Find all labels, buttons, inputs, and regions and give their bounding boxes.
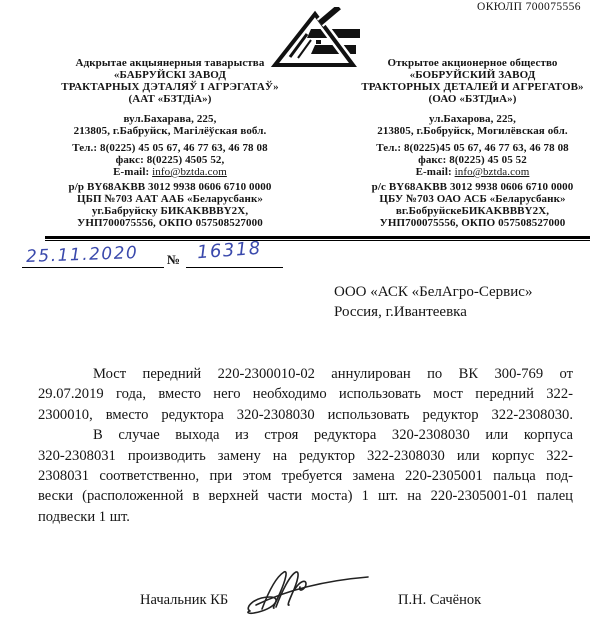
org-type-by: Адкрытае акцыянерныя таварыства	[75, 57, 265, 69]
body-line: 320-2308031 производить замену на редуктор 322-2308030 или корпус 322-	[38, 447, 573, 464]
bank-block-by	[15, 181, 325, 229]
bank2-ru: вг.БобруйскеБИКAKBBBY2X,	[395, 205, 550, 217]
account-by: р/р BY68AKBB 3012 9938 0606 6710 0000	[68, 181, 272, 193]
codes-by: УНП700075556, ОКПО 057508527000	[77, 217, 263, 229]
body-line: 2300010, вместо редуктора 320-2308030 использовать редуктор 322-2308030.	[38, 406, 573, 423]
contacts-block-by	[15, 142, 325, 178]
address-block-by	[15, 113, 325, 137]
org-abbr-ru: (ОАО «БЗТДиА»)	[428, 93, 517, 105]
letterhead-russian	[330, 57, 615, 229]
body-line: подвески 1 шт.	[38, 508, 130, 525]
org-type-ru: Открытое акционерное общество	[387, 57, 558, 69]
body-line: 2308031 соответственно, при этом требуется замена 220-2305001 пальца под-	[38, 468, 573, 485]
email-line-by	[15, 166, 325, 178]
bank1-ru: ЦБУ №703 ОАО АСБ «Беларусбанк»	[379, 193, 566, 205]
org-name1-by: «БАБРУЙСКІ ЗАВОД	[113, 69, 227, 81]
okyulp-code: ОКЮЛП 700075556	[477, 1, 581, 13]
body-line: Мост передний 220-2300010-02 аннулирован по ВК 300-769 от	[93, 366, 573, 382]
recipient-location: Россия, г.Ивантеевка	[334, 304, 467, 320]
codes-ru: УНП700075556, ОКПО 057508527000	[379, 217, 566, 229]
number-sign-label: №	[167, 252, 181, 267]
address1-ru: ул.Бахарова, 225,	[428, 113, 516, 125]
phone-ru: Тел.: 8(0225)45 05 67, 46 77 63, 46 78 08	[376, 142, 569, 154]
body-line: В случае выхода из строя редуктора 320-2308030 или корпуса	[93, 427, 573, 444]
recipient-name: ООО «АСК «БелАгро-Сервис»	[334, 284, 533, 300]
body-line: 29.07.2019 года, вместо него необходимо использовать мост передний 322-	[38, 386, 573, 403]
body-line: вески (расположенной в верхней части моста) 1 шт. на 220-2305001-01 палец	[38, 488, 573, 505]
org-abbr-by: (ААТ «БЗТДіА»)	[128, 93, 212, 105]
recipient-block	[334, 282, 532, 322]
email-link-by: info@bztda.com	[152, 166, 227, 178]
email-link-ru: info@bztda.com	[454, 166, 530, 178]
account-ru: р/с BY68AKBB 3012 9938 0606 6710 0000	[371, 181, 574, 193]
email-line-ru	[330, 166, 615, 178]
letterhead-divider	[45, 236, 590, 241]
fax-ru: факс: 8(0225) 45 05 52	[418, 154, 527, 166]
address2-by: 213805, г.Бабруйск, Магілёўская вобл.	[73, 125, 267, 137]
email-label-by: E-mail:	[113, 166, 150, 178]
fax-by: факс: 8(0225) 4505 52,	[115, 154, 225, 166]
email-label-ru: E-mail:	[415, 166, 452, 178]
phone-by: Тел.: 8(0225) 45 05 67, 46 77 63, 46 78 08	[72, 142, 268, 154]
address1-by: вул.Бахарава, 225,	[123, 113, 217, 125]
letterhead-belarusian	[15, 57, 325, 229]
address2-ru: 213805, г.Бобруйск, Могилёвская обл.	[377, 125, 568, 137]
handwritten-signature-icon	[240, 567, 375, 622]
handwritten-number: 16318	[196, 237, 263, 264]
address-block-ru	[330, 113, 615, 137]
bank-block-ru	[330, 181, 615, 229]
handwritten-date: 25.11.2020	[25, 243, 139, 267]
bank2-by: уг.Бабруйску БИКAKBBBY2X,	[91, 205, 249, 217]
org-name1-ru: «БОБРУЙСКИЙ ЗАВОД	[409, 69, 536, 81]
number-underline	[186, 267, 283, 268]
org-name-block-by	[15, 57, 325, 105]
contacts-block-ru	[330, 142, 615, 178]
org-name2-ru: ТРАКТОРНЫХ ДЕТАЛЕЙ И АГРЕГАТОВ»	[361, 81, 584, 93]
org-name2-by: ТРАКТАРНЫХ ДЭТАЛЯЎ І АГРЭГАТАЎ»	[61, 81, 279, 93]
letter-body	[38, 364, 573, 527]
bank1-by: ЦБП №703 ААТ ААБ «Беларусбанк»	[76, 193, 263, 205]
org-name-block-ru	[330, 57, 615, 105]
date-underline	[22, 267, 164, 268]
signer-name: П.Н. Сачёнок	[398, 592, 482, 608]
signer-title: Начальник КБ	[140, 592, 229, 608]
